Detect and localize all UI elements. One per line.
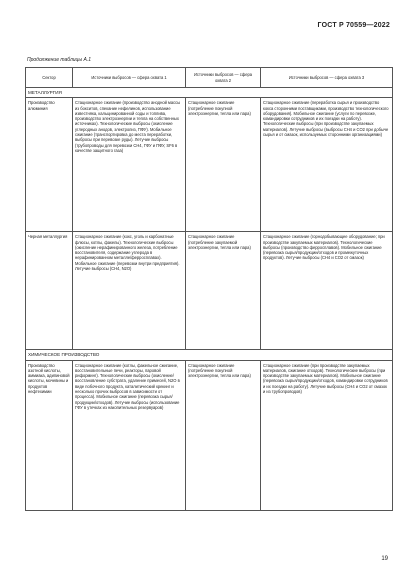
emission-sources-table <box>25 67 393 511</box>
cell-scope1: Стационарное сжигание (котлы, факельное сжигание, восстановительные печи, реакторы, паровой риформинг). Технологические выбросы (окисление/восстановление субстрата, удаление примесей, N2O в виде побочного продукта, каталитический крекинг и несколько прочих выбросов в зависимости от процесса). Мобильное сжигание (перевозка сырья/продукции/отходов). Летучие выбросы (использование ГФУ в утечках из накопительных резервуаров) <box>73 360 186 510</box>
cell-scope2: Стационарное сжигание (потребление покупной электроэнергии, тепла или пара) <box>186 98 261 232</box>
table-caption: Продолжение таблицы А.1 <box>27 57 91 63</box>
column-header-scope2: Источники выбросов — сфера охвата 2 <box>186 68 261 88</box>
column-header-sector: Сектор <box>26 68 73 88</box>
section-title: МЕТАЛЛУРГИЯ <box>26 88 393 98</box>
cell-sector: Черная металлургия <box>26 232 73 350</box>
cell-scope3: Стационарное сжигание (при производстве закупаемых материалов, сжигание отходов). Технологические выбросы (при производстве закупаемых материалов). Мобильное сжигание (перевозка сырья/продукции/отходов, командировки сотрудников и их поездки на работу). Летучие выбросы (CH4 и CO2 от смазок и из трубопроводов) <box>261 360 393 510</box>
page-number: 19 <box>381 556 388 562</box>
cell-scope3: Стационарное сжигание (переработка сырья и производство кокса сторонними поставщиками, производство технологического оборудования). Мобильное сжигание (услуги по перевозке, командировки сотрудников и их поездки на работу). Технологические выбросы (при производстве закупаемых материалов). Летучие выбросы (выбросы CH4 и CO2 при добыче сырья и от смазок, используемых сторонними организациями) <box>261 98 393 232</box>
table-header-row <box>26 68 393 88</box>
standard-number: ГОСТ Р 70559—2022 <box>317 22 390 29</box>
cell-scope3: Стационарное сжигание (горнодобывающее оборудование; при производстве закупаемых материалов). Технологические выбросы (производство ферросплавов). Мобильное сжигание (перевозка сырья/продукции/отходов и промежуточных продуктов). Летучие выбросы (CH4 и CO2 от смазок) <box>261 232 393 350</box>
cell-scope1: Стационарное сжигание (кокс, уголь и карбонатные флюсы, котлы, факелы). Технологические выбросы (окисление нерафинированного железа, потребление восстановителя, содержание углерода в нерафинированном металле/ферросплавах). Мобильное сжигание (перевозки внутри предприятия). Летучие выбросы (CH4, N2O) <box>73 232 186 350</box>
cell-scope1: Стационарное сжигание (производство анодной массы из бокситов, спекание нефелинов, использование известняка, кальцинированной соды и топлива, производство электроэнергии и тепла на собственных источниках). Технологические выбросы (окисление углеродных анодов, электролиз, ПФУ). Мобильное сжигание (транспортировка до места переработки, выбросы при перевозке руды). Летучие выбросы (трубопроводы для перевозки CH4, ГФУ и ПФУ, SF6 в качестве защитного газа) <box>73 98 186 232</box>
cell-sector: Производство азотной кислоты, аммиака, адипиновой кислоты, мочевины и продуктов нефтехимии <box>26 360 73 510</box>
table-row <box>26 360 393 510</box>
cell-scope2: Стационарное сжигание (потребление закупаемой электроэнергии, тепла или пара) <box>186 232 261 350</box>
column-header-scope3: Источники выбросов — сфера охвата 3 <box>261 68 393 88</box>
section-title: ХИМИЧЕСКОЕ ПРОИЗВОДСТВО <box>26 350 393 360</box>
cell-scope2: Стационарное сжигание (потребление покупной электроэнергии, тепла или пара) <box>186 360 261 510</box>
table-row <box>26 232 393 350</box>
section-row-chemical <box>26 350 393 360</box>
table-row <box>26 98 393 232</box>
column-header-scope1: Источники выбросов — сфера охвата 1 <box>73 68 186 88</box>
cell-sector: Производство алюминия <box>26 98 73 232</box>
section-row-metallurgy <box>26 88 393 98</box>
